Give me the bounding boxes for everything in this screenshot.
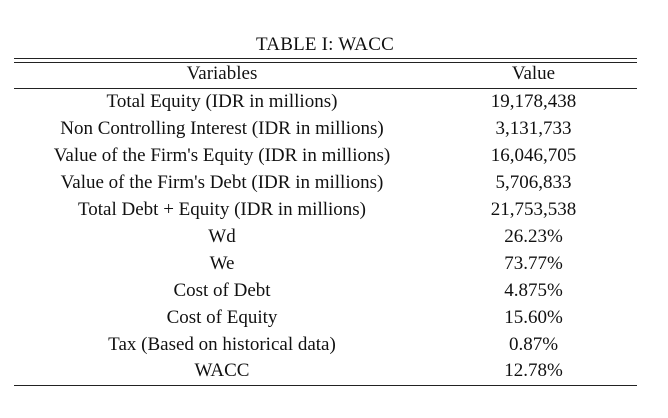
row-variable: Cost of Equity <box>166 307 278 328</box>
row-value: 73.77% <box>504 253 563 274</box>
row-value: 4.875% <box>504 280 563 301</box>
row-value: 16,046,705 <box>490 145 577 166</box>
header-value: Value <box>511 63 556 84</box>
table-row <box>14 332 637 358</box>
row-variable: Total Equity (IDR in millions) <box>106 91 338 112</box>
table-row <box>14 89 637 115</box>
table-title: TABLE I: WACC <box>256 34 394 55</box>
table-row <box>14 197 637 223</box>
row-value: 21,753,538 <box>490 199 577 220</box>
row-variable: Value of the Firm's Equity (IDR in millions) <box>53 145 391 166</box>
table-row <box>14 224 637 250</box>
row-value: 12.78% <box>504 360 563 381</box>
row-variable: WACC <box>194 360 250 381</box>
bottom-rule <box>14 385 637 386</box>
table-row <box>14 143 637 169</box>
row-value: 3,131,733 <box>495 118 572 139</box>
row-value: 5,706,833 <box>495 172 572 193</box>
row-variable: Tax (Based on historical data) <box>108 334 336 355</box>
table-row <box>14 116 637 142</box>
table-row <box>14 251 637 277</box>
top-rule <box>14 58 637 59</box>
table-row <box>14 305 637 331</box>
table-row <box>14 358 637 384</box>
table-row <box>14 278 637 304</box>
row-variable: Wd <box>208 226 236 247</box>
row-value: 26.23% <box>504 226 563 247</box>
row-value: 19,178,438 <box>490 91 577 112</box>
row-variable: Total Debt + Equity (IDR in millions) <box>77 199 367 220</box>
row-variable: Cost of Debt <box>173 280 271 301</box>
table-row <box>14 170 637 196</box>
row-value: 15.60% <box>504 307 563 328</box>
row-variable: Value of the Firm's Debt (IDR in millions) <box>60 172 384 193</box>
row-variable: Non Controlling Interest (IDR in millions) <box>60 118 384 139</box>
header-variables: Variables <box>186 63 258 84</box>
row-value: 0.87% <box>508 334 559 355</box>
row-variable: We <box>209 253 235 274</box>
table-header-row <box>14 61 637 87</box>
